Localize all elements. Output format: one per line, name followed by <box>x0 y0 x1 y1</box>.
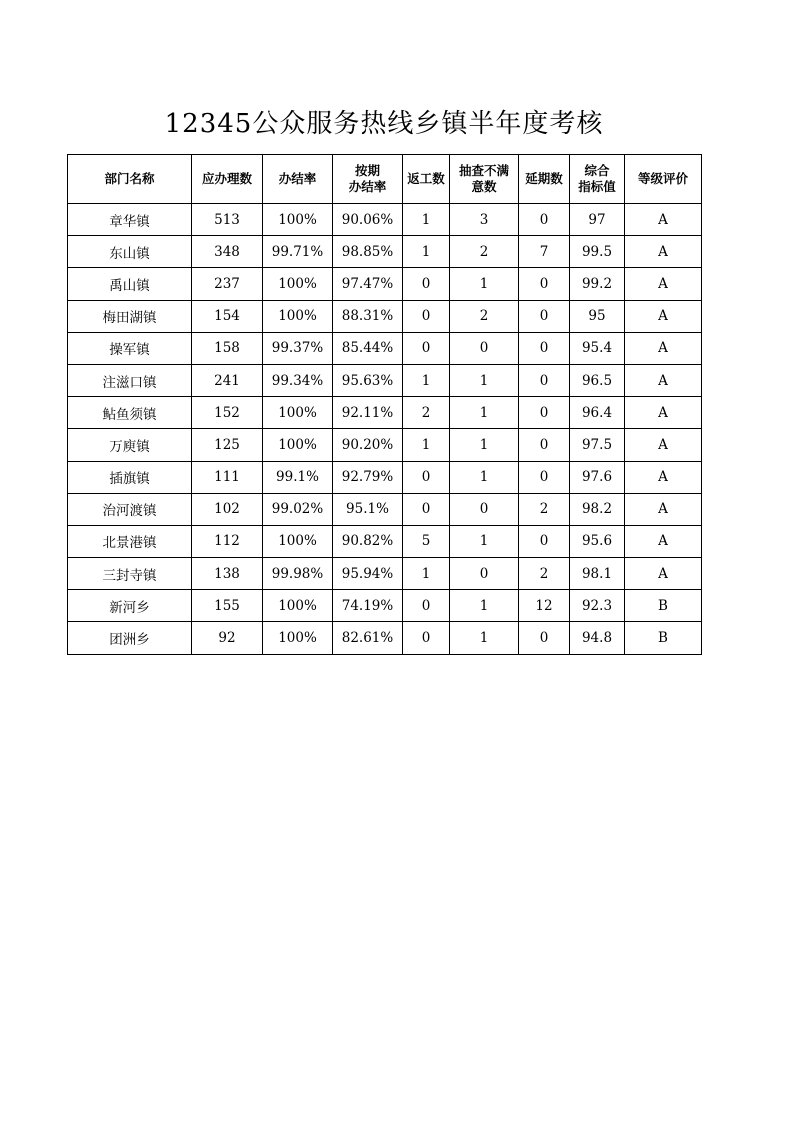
grade-cell: A <box>625 461 702 493</box>
header-ontime-rate: 按期 办结率 <box>333 155 403 204</box>
rework-count-cell: 0 <box>403 493 450 525</box>
grade-cell: A <box>625 332 702 364</box>
table-row <box>68 590 702 622</box>
grade-cell: A <box>625 493 702 525</box>
department-cell: 操军镇 <box>68 332 192 364</box>
dissatisfied-count-cell: 2 <box>450 300 519 332</box>
composite-index-cell: 95.6 <box>570 525 625 557</box>
completion-rate-cell: 99.98% <box>263 558 333 590</box>
ontime-rate-cell: 97.47% <box>333 268 403 300</box>
table-row <box>68 204 702 236</box>
grade-cell: A <box>625 300 702 332</box>
header-composite-index: 综合 指标值 <box>570 155 625 204</box>
composite-index-cell: 97.6 <box>570 461 625 493</box>
completion-rate-cell: 100% <box>263 204 333 236</box>
table-row <box>68 461 702 493</box>
should-handle-cell: 513 <box>192 204 263 236</box>
table-row <box>68 558 702 590</box>
table-row <box>68 364 702 396</box>
should-handle-cell: 92 <box>192 622 263 654</box>
grade-cell: A <box>625 364 702 396</box>
dissatisfied-count-cell: 1 <box>450 590 519 622</box>
dissatisfied-count-cell: 1 <box>450 525 519 557</box>
rework-count-cell: 1 <box>403 558 450 590</box>
table-row <box>68 268 702 300</box>
delay-count-cell: 0 <box>519 429 570 461</box>
department-cell: 禹山镇 <box>68 268 192 300</box>
delay-count-cell: 0 <box>519 204 570 236</box>
table-row <box>68 525 702 557</box>
header-should-handle: 应办理数 <box>192 155 263 204</box>
delay-count-cell: 0 <box>519 622 570 654</box>
completion-rate-cell: 100% <box>263 429 333 461</box>
delay-count-cell: 0 <box>519 461 570 493</box>
completion-rate-cell: 99.34% <box>263 364 333 396</box>
delay-count-cell: 0 <box>519 525 570 557</box>
composite-index-cell: 97 <box>570 204 625 236</box>
dissatisfied-count-cell: 0 <box>450 332 519 364</box>
table-row <box>68 300 702 332</box>
rework-count-cell: 0 <box>403 622 450 654</box>
completion-rate-cell: 100% <box>263 397 333 429</box>
rework-count-cell: 0 <box>403 590 450 622</box>
ontime-rate-cell: 90.06% <box>333 204 403 236</box>
ontime-rate-cell: 90.82% <box>333 525 403 557</box>
rework-count-cell: 0 <box>403 332 450 364</box>
dissatisfied-count-cell: 1 <box>450 397 519 429</box>
department-cell: 注滋口镇 <box>68 364 192 396</box>
department-cell: 团洲乡 <box>68 622 192 654</box>
rework-count-cell: 1 <box>403 429 450 461</box>
delay-count-cell: 0 <box>519 268 570 300</box>
dissatisfied-count-cell: 1 <box>450 268 519 300</box>
rework-count-cell: 5 <box>403 525 450 557</box>
grade-cell: A <box>625 236 702 268</box>
dissatisfied-count-cell: 1 <box>450 622 519 654</box>
completion-rate-cell: 100% <box>263 525 333 557</box>
dissatisfied-count-cell: 2 <box>450 236 519 268</box>
completion-rate-cell: 100% <box>263 590 333 622</box>
department-cell: 插旗镇 <box>68 461 192 493</box>
department-cell: 三封寺镇 <box>68 558 192 590</box>
should-handle-cell: 125 <box>192 429 263 461</box>
grade-cell: A <box>625 268 702 300</box>
composite-index-cell: 94.8 <box>570 622 625 654</box>
should-handle-cell: 112 <box>192 525 263 557</box>
delay-count-cell: 0 <box>519 364 570 396</box>
composite-index-cell: 95.4 <box>570 332 625 364</box>
ontime-rate-cell: 98.85% <box>333 236 403 268</box>
department-cell: 鲇鱼须镇 <box>68 397 192 429</box>
should-handle-cell: 241 <box>192 364 263 396</box>
ontime-rate-cell: 95.1% <box>333 493 403 525</box>
header-dissatisfied-count: 抽查不满 意数 <box>450 155 519 204</box>
composite-index-cell: 99.5 <box>570 236 625 268</box>
completion-rate-cell: 100% <box>263 300 333 332</box>
ontime-rate-cell: 74.19% <box>333 590 403 622</box>
ontime-rate-cell: 92.79% <box>333 461 403 493</box>
department-cell: 新河乡 <box>68 590 192 622</box>
grade-cell: A <box>625 525 702 557</box>
should-handle-cell: 152 <box>192 397 263 429</box>
should-handle-cell: 111 <box>192 461 263 493</box>
rework-count-cell: 0 <box>403 461 450 493</box>
should-handle-cell: 237 <box>192 268 263 300</box>
composite-index-cell: 98.1 <box>570 558 625 590</box>
dissatisfied-count-cell: 1 <box>450 429 519 461</box>
ontime-rate-cell: 92.11% <box>333 397 403 429</box>
grade-cell: A <box>625 397 702 429</box>
composite-index-cell: 98.2 <box>570 493 625 525</box>
table-row <box>68 622 702 654</box>
dissatisfied-count-cell: 0 <box>450 493 519 525</box>
department-cell: 万庾镇 <box>68 429 192 461</box>
header-department: 部门名称 <box>68 155 192 204</box>
grade-cell: B <box>625 590 702 622</box>
department-cell: 治河渡镇 <box>68 493 192 525</box>
rework-count-cell: 0 <box>403 300 450 332</box>
rework-count-cell: 1 <box>403 204 450 236</box>
header-grade: 等级评价 <box>625 155 702 204</box>
delay-count-cell: 2 <box>519 493 570 525</box>
composite-index-cell: 95 <box>570 300 625 332</box>
table-row <box>68 236 702 268</box>
table-row <box>68 397 702 429</box>
ontime-rate-cell: 95.63% <box>333 364 403 396</box>
completion-rate-cell: 99.1% <box>263 461 333 493</box>
completion-rate-cell: 99.02% <box>263 493 333 525</box>
composite-index-cell: 96.5 <box>570 364 625 396</box>
delay-count-cell: 7 <box>519 236 570 268</box>
grade-cell: A <box>625 429 702 461</box>
should-handle-cell: 102 <box>192 493 263 525</box>
composite-index-cell: 97.5 <box>570 429 625 461</box>
department-cell: 梅田湖镇 <box>68 300 192 332</box>
rework-count-cell: 2 <box>403 397 450 429</box>
should-handle-cell: 155 <box>192 590 263 622</box>
table-row <box>68 332 702 364</box>
should-handle-cell: 158 <box>192 332 263 364</box>
should-handle-cell: 154 <box>192 300 263 332</box>
table-row <box>68 429 702 461</box>
header-rework-count: 返工数 <box>403 155 450 204</box>
grade-cell: B <box>625 622 702 654</box>
completion-rate-cell: 99.37% <box>263 332 333 364</box>
delay-count-cell: 12 <box>519 590 570 622</box>
delay-count-cell: 0 <box>519 332 570 364</box>
header-delay-count: 延期数 <box>519 155 570 204</box>
grade-cell: A <box>625 204 702 236</box>
header-completion-rate: 办结率 <box>263 155 333 204</box>
rework-count-cell: 1 <box>403 236 450 268</box>
assessment-table <box>67 154 702 655</box>
dissatisfied-count-cell: 1 <box>450 364 519 396</box>
ontime-rate-cell: 85.44% <box>333 332 403 364</box>
delay-count-cell: 0 <box>519 300 570 332</box>
composite-index-cell: 92.3 <box>570 590 625 622</box>
should-handle-cell: 138 <box>192 558 263 590</box>
ontime-rate-cell: 82.61% <box>333 622 403 654</box>
department-cell: 东山镇 <box>68 236 192 268</box>
should-handle-cell: 348 <box>192 236 263 268</box>
grade-cell: A <box>625 558 702 590</box>
dissatisfied-count-cell: 0 <box>450 558 519 590</box>
header-row <box>68 155 702 204</box>
department-cell: 章华镇 <box>68 204 192 236</box>
rework-count-cell: 0 <box>403 268 450 300</box>
ontime-rate-cell: 95.94% <box>333 558 403 590</box>
delay-count-cell: 2 <box>519 558 570 590</box>
delay-count-cell: 0 <box>519 397 570 429</box>
ontime-rate-cell: 88.31% <box>333 300 403 332</box>
completion-rate-cell: 99.71% <box>263 236 333 268</box>
table-row <box>68 493 702 525</box>
department-cell: 北景港镇 <box>68 525 192 557</box>
dissatisfied-count-cell: 3 <box>450 204 519 236</box>
completion-rate-cell: 100% <box>263 622 333 654</box>
dissatisfied-count-cell: 1 <box>450 461 519 493</box>
composite-index-cell: 99.2 <box>570 268 625 300</box>
ontime-rate-cell: 90.20% <box>333 429 403 461</box>
rework-count-cell: 1 <box>403 364 450 396</box>
completion-rate-cell: 100% <box>263 268 333 300</box>
report-title: 12345公众服务热线乡镇半年度考核 <box>164 109 604 139</box>
composite-index-cell: 96.4 <box>570 397 625 429</box>
